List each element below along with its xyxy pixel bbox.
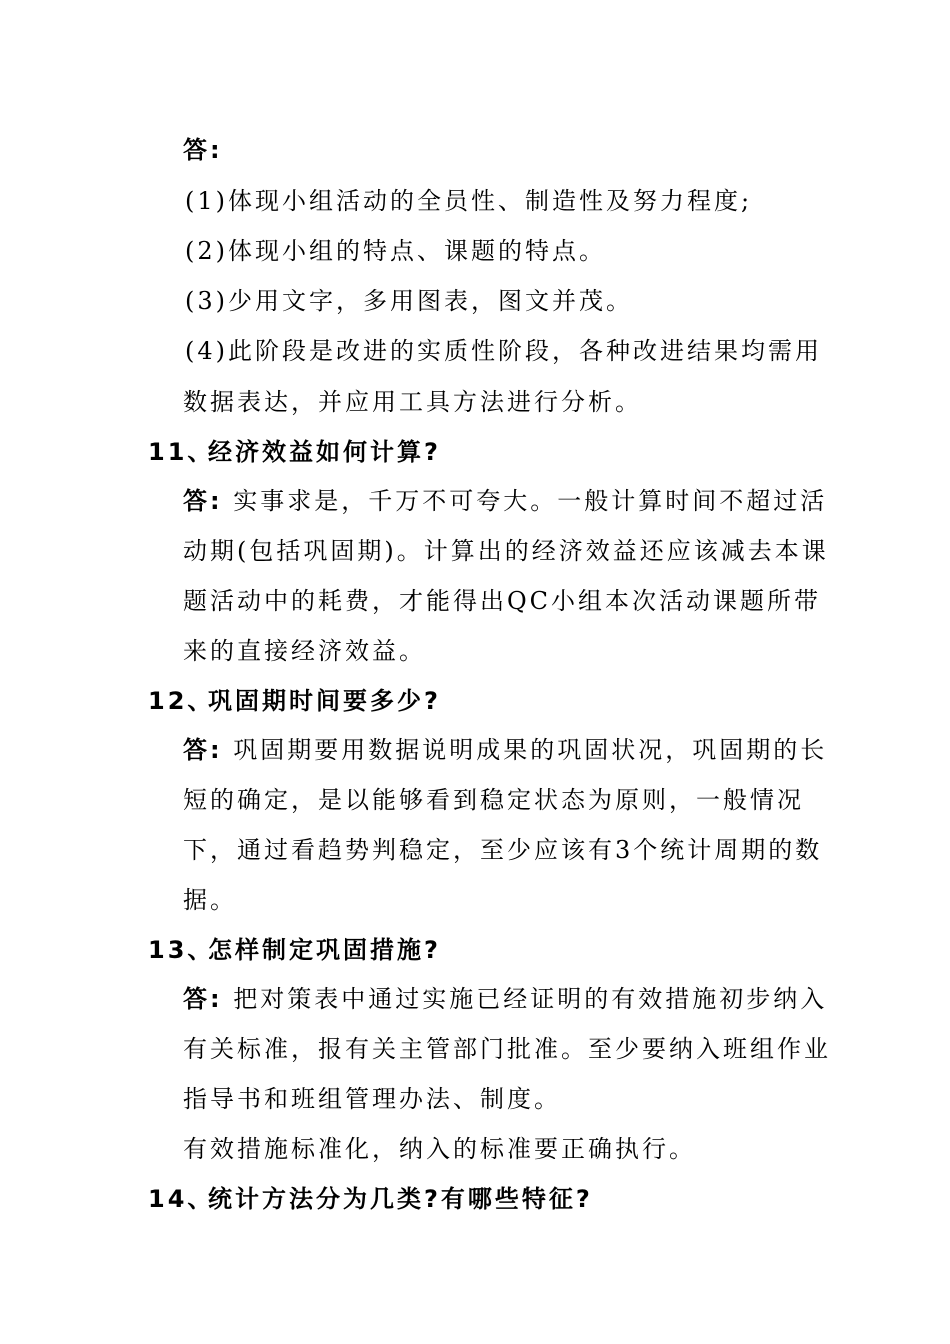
question-heading [148, 934, 441, 966]
answer-line: 答: 实事求是，千万不可夸大。一般计算时间不超过活 [183, 487, 828, 515]
question-title: 经济效益如何计算? [208, 438, 441, 466]
question-heading [148, 1183, 593, 1215]
answer-line: 动期(包括巩固期)。计算出的经济效益还应该减去本课 [183, 537, 829, 565]
answer-line: 据。 [183, 886, 237, 914]
question-heading [148, 436, 441, 468]
answer-line: 短的确定，是以能够看到稳定状态为原则，一般情况 [183, 786, 804, 814]
question-number: 14、 [148, 1185, 215, 1213]
answer-line: 答: 巩固期要用数据说明成果的巩固状况，巩固期的长 [183, 736, 828, 764]
answer-line: 题活动中的耗费，才能得出QC小组本次活动课题所带 [183, 587, 822, 615]
answer-label: 答: [183, 136, 223, 164]
answer-line: (1)体现小组活动的全员性、制造性及努力程度; [185, 187, 753, 215]
question-title: 巩固期时间要多少? [208, 687, 441, 715]
answer-label: 答: [183, 985, 223, 1013]
question-number: 12、 [148, 687, 215, 715]
answer-line: 来的直接经济效益。 [183, 637, 426, 665]
question-number: 11、 [148, 438, 215, 466]
question-number: 13、 [148, 936, 215, 964]
answer-line: 数据表达，并应用工具方法进行分析。 [183, 388, 642, 416]
answer-label: 答: [183, 736, 223, 764]
question-heading [148, 685, 441, 717]
question-title: 怎样制定巩固措施? [208, 936, 441, 964]
answer-line: 答: 把对策表中通过实施已经证明的有效措施初步纳入 [183, 985, 828, 1013]
answer-line: 有效措施标准化，纳入的标准要正确执行。 [183, 1135, 696, 1163]
answer-line: 指导书和班组管理办法、制度。 [183, 1085, 561, 1113]
answer-line: (4)此阶段是改进的实质性阶段，各种改进结果均需用 [185, 337, 822, 365]
answer-label: 答: [183, 487, 223, 515]
answer-line: (3)少用文字，多用图表，图文并茂。 [185, 287, 633, 315]
answer-line: (2)体现小组的特点、课题的特点。 [185, 237, 606, 265]
answer-line: 有关标准，报有关主管部门批准。至少要纳入班组作业 [183, 1035, 831, 1063]
question-title: 统计方法分为几类?有哪些特征? [208, 1185, 593, 1213]
answer-line: 下，通过看趋势判稳定，至少应该有3个统计周期的数 [183, 836, 823, 864]
